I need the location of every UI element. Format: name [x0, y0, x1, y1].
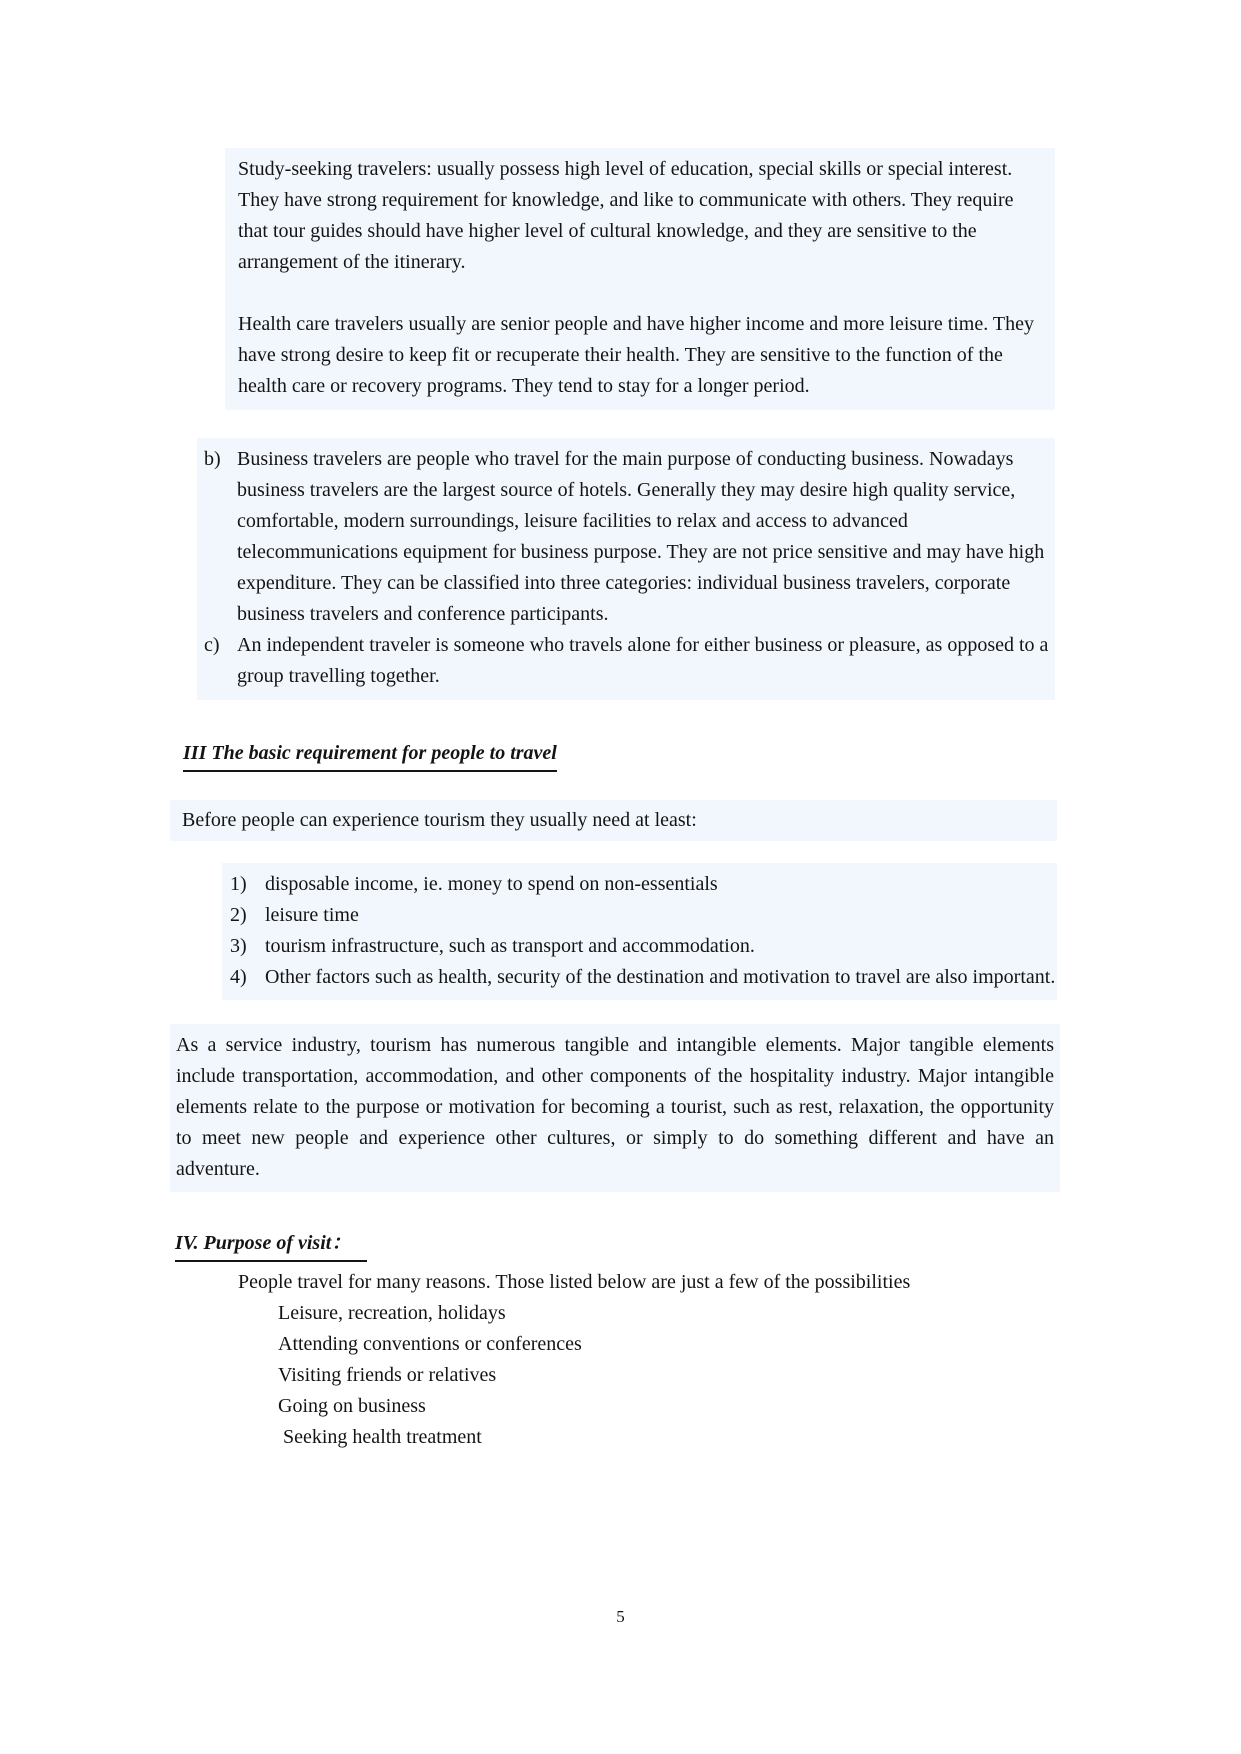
before-requirements-line: Before people can experience tourism they usually need at least: — [170, 800, 1057, 841]
purpose-list — [278, 1298, 1060, 1453]
health-care-paragraph: Health care travelers usually are senior people and have higher income and more leisure time. They have strong desire to keep fit or recuperate their health. They are sensitive to the function of the health care or recovery programs. They tend to stay for a longer period. — [238, 313, 1034, 397]
list-item-label: b) — [204, 448, 221, 470]
purpose-item: Going on business — [278, 1395, 426, 1417]
purpose-item: Visiting friends or relatives — [278, 1364, 497, 1386]
page-content — [170, 148, 1060, 1453]
independent-traveler-text: An independent traveler is someone who travels alone for either business or pleasure, as opposed to a group travelling together. — [237, 634, 1049, 687]
list-item-label: 4) — [230, 966, 247, 988]
service-industry-paragraph: As a service industry, tourism has numerous tangible and intangible elements. Major tangible elements include transportation, accommodation, and other components of the hospitality industry. Major intangible elements relate to the purpose or motivation for becoming a tourist, such as rest, relaxation, the opportunity to meet new people and experience other cultures, or simply to do something different and have an adventure. — [170, 1024, 1060, 1192]
business-travelers-text: Business travelers are people who travel for the main purpose of conducting business. Nowadays business travelers are the largest source of hotels. Generally they may desire high quality service, comfortable, modern surroundings, leisure facilities to relax and access to advanced telecommunications equipment for business purpose. They are not price sensitive and may have high expenditure. They can be classified into three categories: individual business travelers, corporate business travelers and conference participants. — [237, 448, 1045, 625]
purpose-item: Leisure, recreation, holidays — [278, 1302, 506, 1324]
list-item — [230, 869, 1057, 900]
requirement-text: disposable income, ie. money to spend on non-essentials — [265, 873, 718, 895]
traveler-paragraphs-block — [225, 148, 1055, 410]
purpose-intro-paragraph: People travel for many reasons. Those listed below are just a few of the possibilities — [238, 1271, 911, 1293]
requirements-list-block — [222, 863, 1057, 1000]
purpose-item: Seeking health treatment — [278, 1426, 482, 1448]
list-item — [230, 931, 1057, 962]
heading-iii-row — [170, 700, 1060, 772]
list-item-label: 3) — [230, 935, 247, 957]
requirement-text: leisure time — [265, 904, 359, 926]
section-heading-iii: III The basic requirement for people to travel — [183, 738, 557, 772]
heading-iv-row — [170, 1192, 1060, 1262]
list-item — [230, 900, 1057, 931]
list-item-label: c) — [204, 634, 220, 656]
lettered-list-block — [197, 438, 1055, 700]
requirement-text: tourism infrastructure, such as transport and accommodation. — [265, 935, 755, 957]
page-number: 5 — [616, 1607, 625, 1626]
study-seeking-paragraph: Study-seeking travelers: usually possess high level of education, special skills or special interest. They have strong requirement for knowledge, and like to communicate with others. They require that tour guides should have higher level of cultural knowledge, and they are sensitive to the arrangement of the itinerary. — [238, 158, 1014, 273]
list-item-label: 1) — [230, 873, 247, 895]
list-item — [204, 630, 1051, 692]
list-item-label: 2) — [230, 904, 247, 926]
requirement-text: Other factors such as health, security of the destination and motivation to travel are also important. — [265, 966, 1056, 988]
purpose-item: Attending conventions or conferences — [278, 1333, 582, 1355]
section-heading-iv: IV. Purpose of visit： — [175, 1228, 367, 1262]
list-item — [230, 962, 1057, 993]
list-item — [204, 444, 1051, 630]
